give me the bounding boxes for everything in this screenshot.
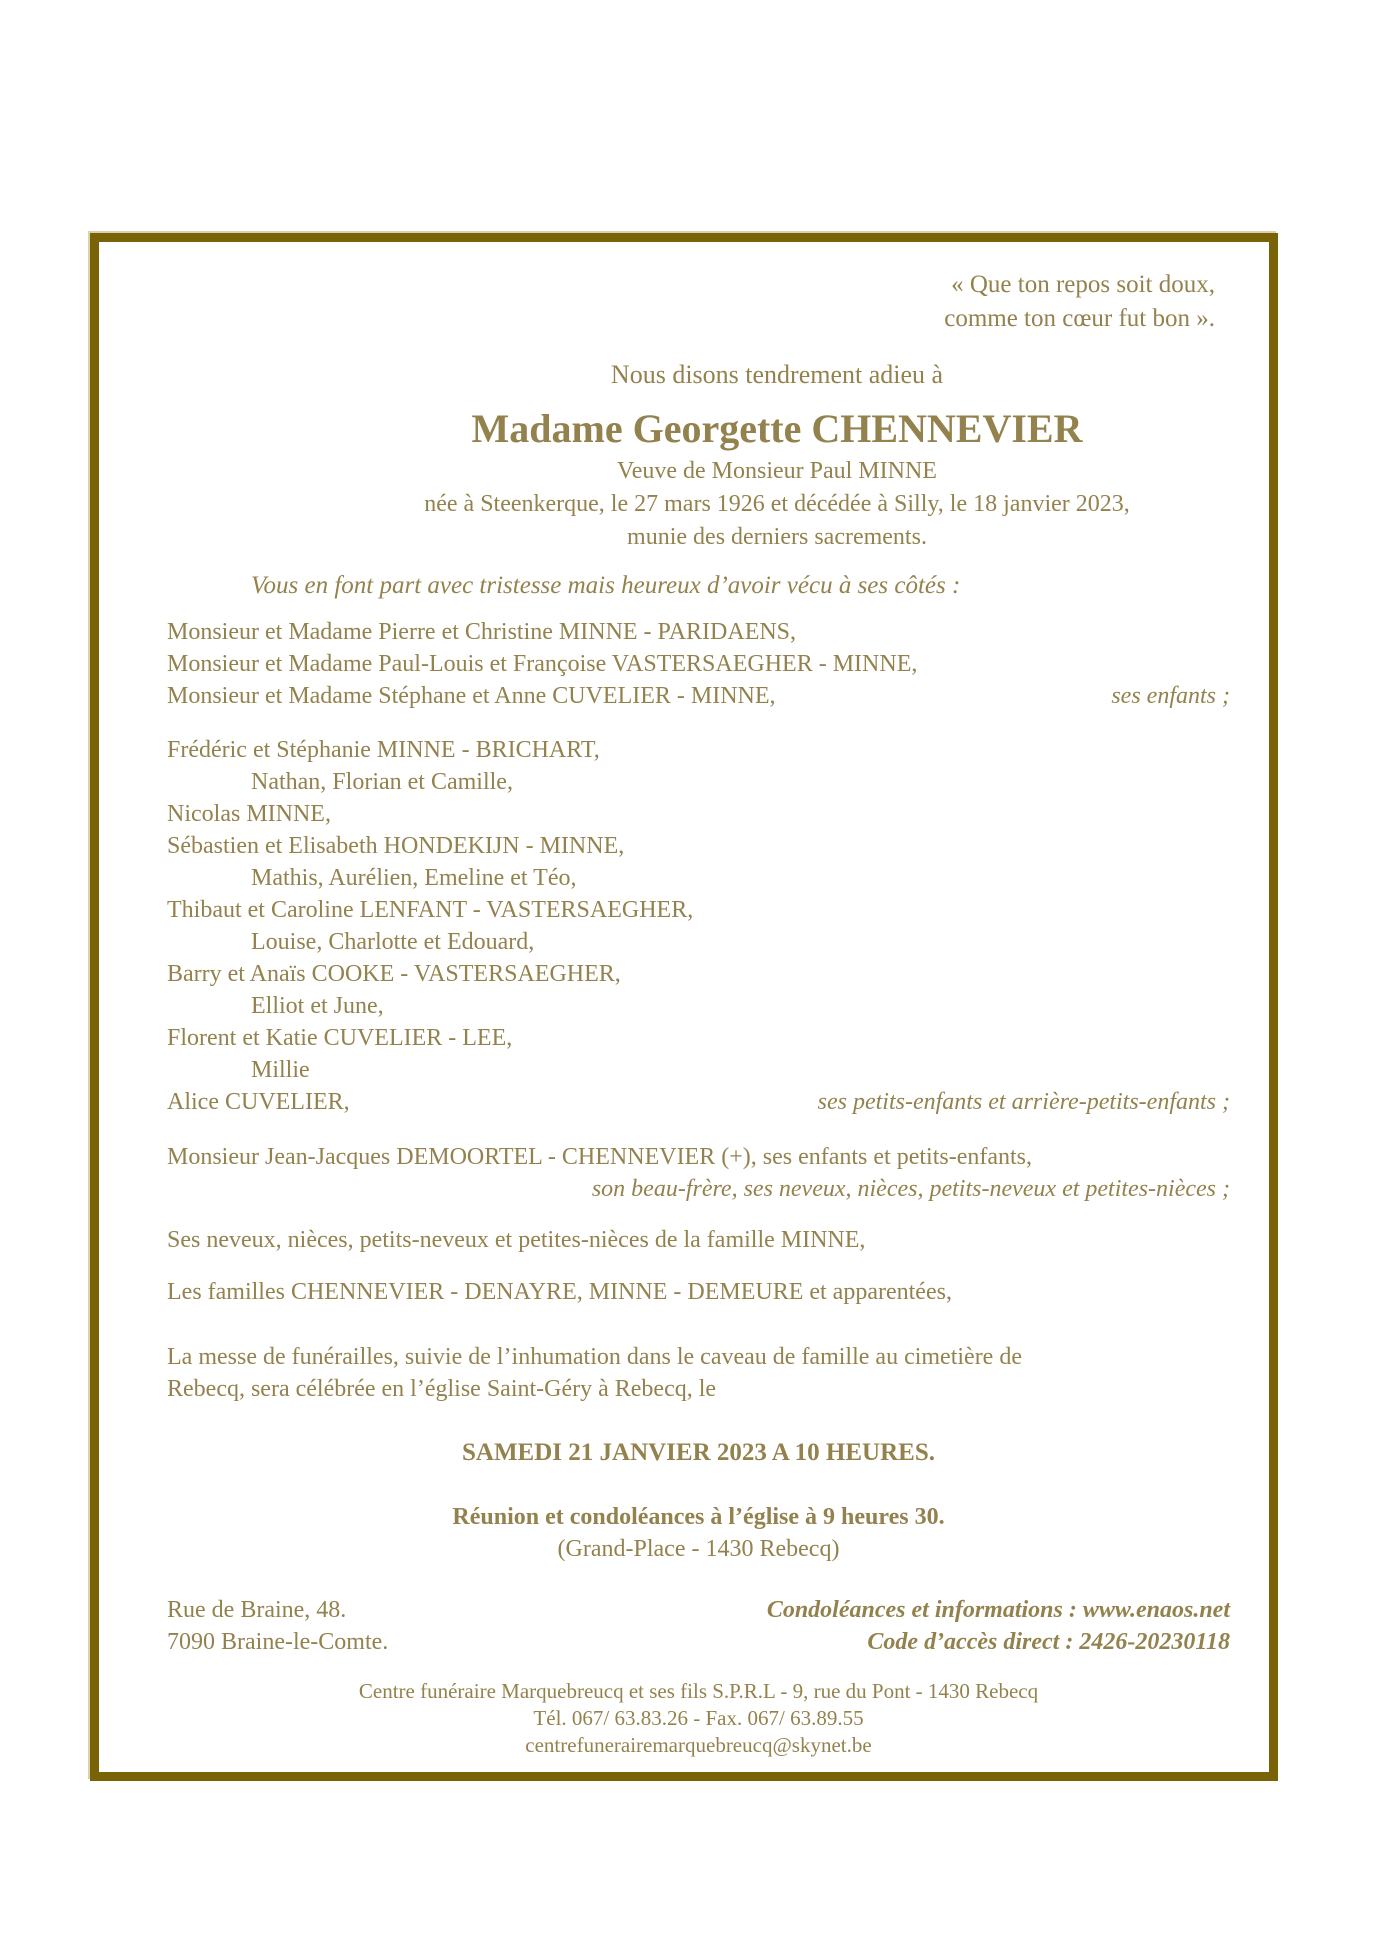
announcement-line: Vous en font part avec tristesse mais heureux d’avoir vécu à ses côtés : [251,572,961,599]
grandchild-line: Alice CUVELIER, [167,1089,350,1115]
deceased-details [167,455,1230,554]
condolences-website-line: Condoléances et informations : www.enaos.net [766,1597,1230,1623]
condolences-info [767,1594,1230,1658]
grandchildren-group [167,734,1230,1118]
memorial-card-frame [90,233,1278,1781]
great-grandchild-line: Mathis, Aurélien, Emeline et Téo, [251,865,577,891]
child-line: Monsieur et Madame Pierre et Christine MINNE - PARIDAENS, [167,619,797,645]
child-line-with-label [167,680,1230,712]
family-address [167,1594,388,1658]
families-line: Les familles CHENNEVIER - DENAYRE, MINNE - DEMEURE et apparentées, [167,1279,952,1305]
grandchild-line: Florent et Katie CUVELIER - LEE, [167,1025,513,1051]
funeral-home-name-line: Centre funéraire Marquebreucq et ses fils S.P.R.L - 9, rue du Pont - 1430 Rebecq [358,1679,1039,1703]
meeting-place: (Grand-Place - 1430 Rebecq) [557,1536,840,1562]
memorial-card-content [99,268,1269,1759]
great-grandchild-line: Millie [251,1057,310,1083]
ceremony-line-1: La messe de funérailles, suivie de l’inhumation dans le caveau de famille au cimetière de [167,1344,1022,1370]
children-relation-label: ses enfants ; [1111,683,1230,709]
great-grandchild-line: Elliot et June, [251,993,384,1019]
nieces-line: Ses neveux, nièces, petits-neveux et petites-nièces de la famille MINNE, [167,1227,866,1253]
birth-death-line: née à Steenkerque, le 27 mars 1926 et décédée à Silly, le 18 janvier 2023, [424,491,1130,517]
child-line: Monsieur et Madame Stéphane et Anne CUVELIER - MINNE, [167,683,776,709]
grandchild-line: Nicolas MINNE, [167,801,331,827]
grandchild-line-with-label [167,1086,1230,1118]
ceremony-date: SAMEDI 21 JANVIER 2023 A 10 HEURES. [462,1439,935,1466]
address-line-1: Rue de Braine, 48. [167,1597,347,1623]
children-group [167,616,1230,712]
grandchildren-relation-label: ses petits-enfants et arrière-petits-enfants ; [817,1089,1230,1115]
brother-line: Monsieur Jean-Jacques DEMOORTEL - CHENNEVIER (+), ses enfants et petits-enfants, [167,1144,1032,1170]
condolences-access-code-line: Code d’accès direct : 2426-20230118 [867,1629,1230,1655]
child-line: Monsieur et Madame Paul-Louis et Françoise VASTERSAEGHER - MINNE, [167,651,918,677]
great-grandchild-line: Nathan, Florian et Camille, [251,769,513,795]
grandchild-line: Sébastien et Elisabeth HONDEKIJN - MINNE, [167,833,625,859]
epitaph-quote [167,268,1230,336]
ceremony-paragraph [167,1341,1230,1405]
grandchild-line: Frédéric et Stéphanie MINNE - BRICHART, [167,737,600,763]
sacraments-line: munie des derniers sacrements. [627,524,927,550]
brother-relation-label: son beau-frère, ses neveux, nièces, petits-neveux et petites-nièces ; [591,1176,1230,1202]
epitaph-quote-line-1: « Que ton repos soit doux, [951,271,1215,298]
address-condolences-row [167,1594,1230,1658]
grandchild-line: Barry et Anaïs COOKE - VASTERSAEGHER, [167,961,621,987]
grandchild-line: Thibaut et Caroline LENFANT - VASTERSAEGHER, [167,897,694,923]
funeral-home-footer [167,1678,1230,1759]
brother-group [167,1141,1230,1205]
meeting-line: Réunion et condoléances à l’église à 9 heures 30. [452,1504,945,1530]
widow-line: Veuve de Monsieur Paul MINNE [617,458,937,484]
funeral-home-phone-line: Tél. 067/ 63.83.26 - Fax. 067/ 63.89.55 [533,1706,864,1730]
epitaph-quote-line-2: comme ton cœur fut bon ». [944,305,1215,332]
funeral-home-email-line: centrefunerairemarquebreucq@skynet.be [525,1733,872,1757]
ceremony-line-2: Rebecq, sera célébrée en l’église Saint-Géry à Rebecq, le [167,1376,717,1402]
deceased-name: Madame Georgette CHENNEVIER [471,406,1083,451]
great-grandchild-line: Louise, Charlotte et Edouard, [251,929,535,955]
address-line-2: 7090 Braine-le-Comte. [167,1629,389,1655]
farewell-line: Nous disons tendrement adieu à [610,360,944,389]
